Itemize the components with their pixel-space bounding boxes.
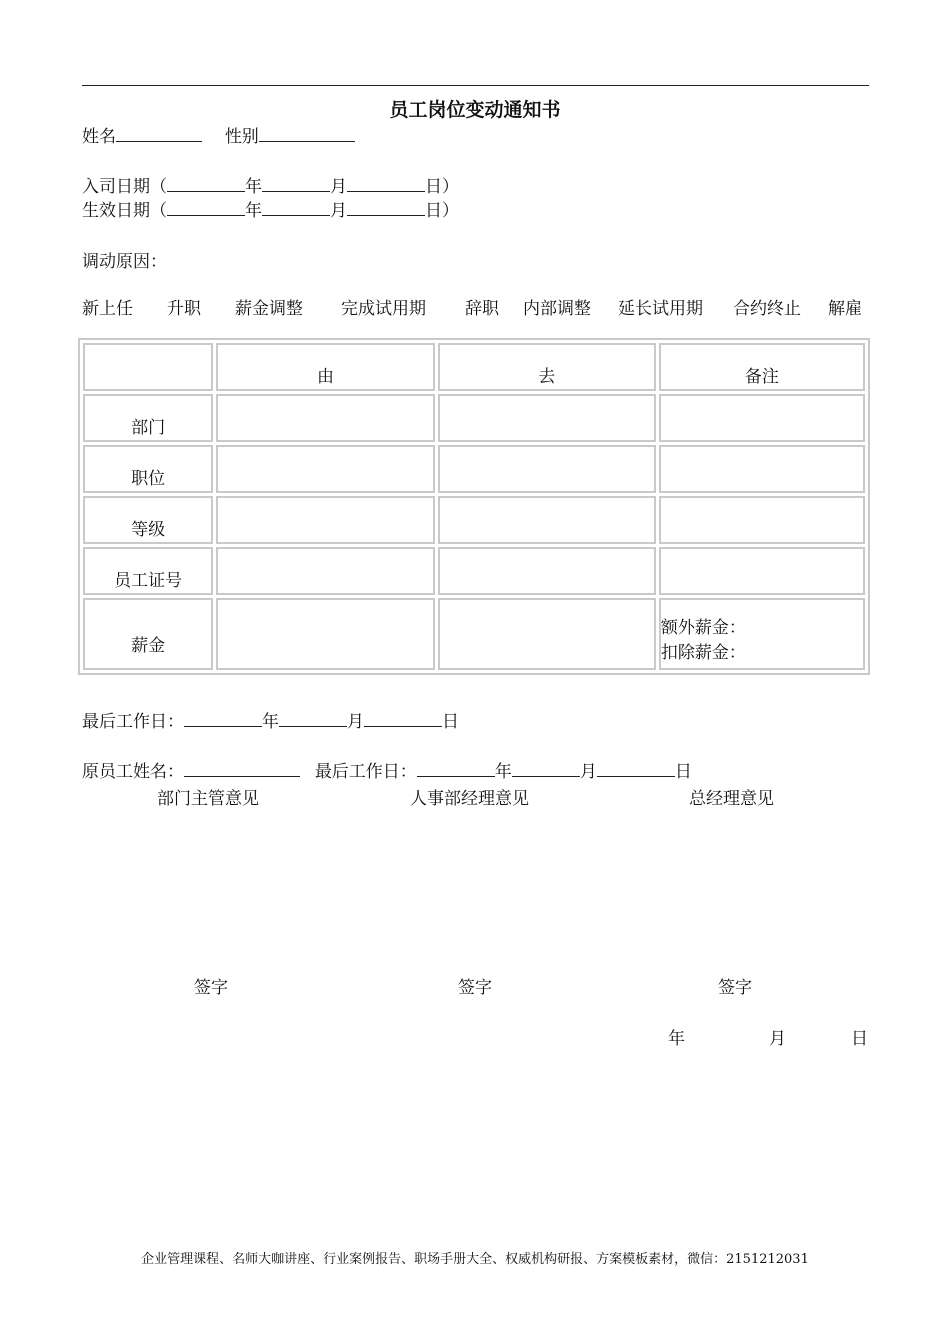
reason-label: 调动原因： (82, 252, 167, 272)
last-work-day-line (82, 707, 459, 732)
salary-note-cell[interactable] (659, 598, 865, 670)
month-label: 月 (347, 712, 364, 732)
from-cell[interactable] (216, 445, 434, 493)
table-header-cell (83, 343, 213, 391)
date-day-label: 日 (851, 1029, 868, 1049)
from-cell[interactable] (216, 547, 434, 595)
hire-year-field[interactable] (167, 174, 245, 192)
former-day-field[interactable] (597, 759, 675, 777)
effective-year-field[interactable] (167, 198, 245, 216)
reason-option[interactable]: 升职 (167, 299, 201, 319)
hire-date-line (82, 172, 459, 197)
deduct-salary-label: 扣除薪金： (660, 643, 746, 663)
former-employee-label: 原员工姓名： (82, 762, 184, 782)
to-cell[interactable] (438, 394, 656, 442)
day-label: 日） (425, 201, 459, 221)
table-row (83, 496, 865, 544)
last-month-field[interactable] (279, 709, 347, 727)
reason-option[interactable]: 辞职 (465, 299, 499, 319)
effective-date-line (82, 196, 459, 221)
effective-month-field[interactable] (262, 198, 330, 216)
table-header-cell: 去 (438, 343, 656, 391)
note-cell[interactable] (659, 496, 865, 544)
sign-label: 签字 (458, 978, 492, 998)
month-label: 月 (579, 762, 597, 782)
note-cell[interactable] (659, 445, 865, 493)
reason-option[interactable]: 完成试用期 (341, 299, 426, 319)
year-label: 年 (494, 762, 512, 782)
transfer-table (78, 338, 870, 675)
table-row (83, 445, 865, 493)
to-cell[interactable] (438, 445, 656, 493)
reason-option[interactable]: 合约终止 (733, 299, 801, 319)
from-cell[interactable] (216, 496, 434, 544)
former-employee-line (82, 757, 692, 782)
month-label: 月 (330, 201, 347, 221)
row-label: 员工证号 (83, 547, 213, 595)
former-last-day-label: 最后工作日： (314, 762, 417, 782)
day-label: 日） (425, 177, 459, 197)
table-row (83, 394, 865, 442)
year-label: 年 (262, 712, 279, 732)
extra-salary-label: 额外薪金： (660, 618, 746, 638)
date-month-label: 月 (769, 1029, 786, 1049)
top-rule (82, 85, 869, 86)
gender-field[interactable] (259, 124, 355, 142)
table-row (83, 598, 865, 670)
day-label: 日 (442, 712, 459, 732)
row-label: 等级 (83, 496, 213, 544)
former-employee-field[interactable] (184, 759, 300, 777)
row-label: 薪金 (83, 598, 213, 670)
table-row (83, 547, 865, 595)
document-title: 员工岗位变动通知书 (389, 99, 561, 121)
name-gender-line (82, 122, 355, 147)
general-manager-opinion: 总经理意见 (689, 789, 774, 809)
footer-text: 企业管理课程、名师大咖讲座、行业案例报告、职场手册大全、权威机构研报、方案模板素材，微信：2151212031 (141, 1252, 809, 1267)
table-header-cell: 备注 (659, 343, 865, 391)
table-header-row (83, 343, 865, 391)
reason-option[interactable]: 新上任 (82, 299, 133, 319)
dept-manager-opinion: 部门主管意见 (157, 789, 259, 809)
last-work-day-label: 最后工作日： (82, 712, 184, 732)
hire-date-label: 入司日期（ (82, 177, 167, 197)
sign-label: 签字 (718, 978, 752, 998)
to-cell[interactable] (438, 547, 656, 595)
effective-day-field[interactable] (347, 198, 425, 216)
month-label: 月 (330, 177, 347, 197)
year-label: 年 (245, 177, 262, 197)
hire-month-field[interactable] (262, 174, 330, 192)
reason-option[interactable]: 薪金调整 (235, 299, 303, 319)
former-year-field[interactable] (417, 759, 495, 777)
to-cell[interactable] (438, 598, 656, 670)
year-label: 年 (245, 201, 262, 221)
reason-option[interactable]: 延长试用期 (618, 299, 703, 319)
day-label: 日 (674, 762, 692, 782)
former-month-field[interactable] (512, 759, 580, 777)
name-label: 姓名 (82, 127, 116, 147)
note-cell[interactable] (659, 547, 865, 595)
reason-option[interactable]: 内部调整 (523, 299, 591, 319)
date-year-label: 年 (668, 1029, 685, 1049)
to-cell[interactable] (438, 496, 656, 544)
reason-option[interactable]: 解雇 (828, 299, 862, 319)
hr-manager-opinion: 人事部经理意见 (410, 789, 529, 809)
table-header-cell: 由 (216, 343, 434, 391)
hire-day-field[interactable] (347, 174, 425, 192)
last-day-field[interactable] (364, 709, 442, 727)
row-label: 职位 (83, 445, 213, 493)
row-label: 部门 (83, 394, 213, 442)
sign-label: 签字 (194, 978, 228, 998)
effective-date-label: 生效日期（ (82, 201, 167, 221)
note-cell[interactable] (659, 394, 865, 442)
from-cell[interactable] (216, 394, 434, 442)
last-year-field[interactable] (184, 709, 262, 727)
from-cell[interactable] (216, 598, 434, 670)
gender-label: 性别 (224, 127, 259, 147)
name-field[interactable] (116, 124, 202, 142)
